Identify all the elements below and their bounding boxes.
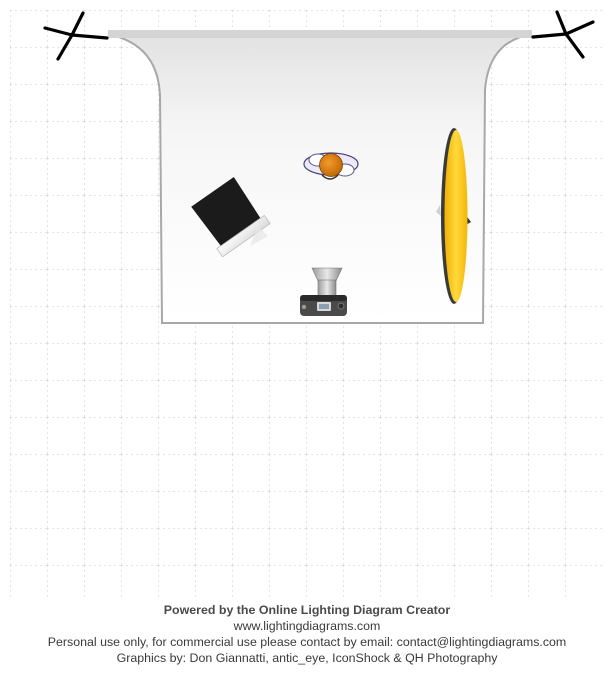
footer-website[interactable]: www.lightingdiagrams.com bbox=[233, 619, 381, 633]
footer-title: Powered by the Online Lighting Diagram Creator bbox=[163, 603, 451, 617]
footer-graphics-credits: Graphics by: Don Giannatti, antic_eye, IconShock & QH Photography bbox=[116, 651, 498, 665]
credits-block bbox=[0, 602, 614, 666]
footer-license-note: Personal use only, for commercial use please contact by email: contact@lightingdiagrams.com bbox=[47, 635, 567, 649]
